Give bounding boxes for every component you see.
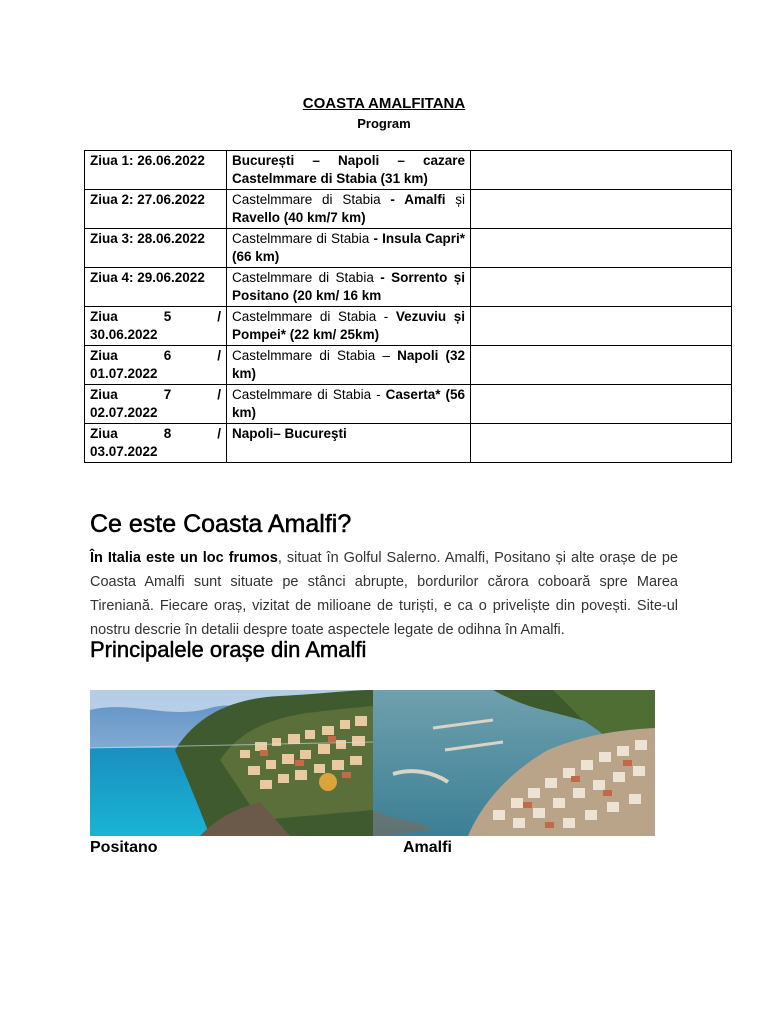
- program-route-part: București – Napoli – cazare Castelmmare di Stabia (31 km): [232, 153, 465, 186]
- positano-photo: [90, 690, 373, 836]
- program-day-date: 01.07.2022: [90, 366, 158, 381]
- program-row: [85, 229, 732, 268]
- program-day-word: Ziua: [90, 387, 118, 402]
- program-row: [85, 424, 732, 463]
- section-heading-coasta: Ce este Coasta Amalfi?: [90, 510, 352, 538]
- amalfi-photo: [373, 690, 655, 836]
- program-day-word: Ziua: [90, 309, 118, 324]
- document-title: COASTA AMALFITANA: [302, 95, 466, 112]
- program-row: [85, 385, 732, 424]
- program-row: [85, 346, 732, 385]
- program-day-word: Ziua: [90, 348, 118, 363]
- program-route-part: Castelmmare di Stabia: [232, 231, 374, 246]
- program-row: [85, 151, 732, 190]
- program-route-part: Ravello (40 km/7 km): [232, 210, 366, 225]
- program-day-slash: /: [217, 309, 221, 324]
- amalfi-caption: Amalfi: [403, 839, 452, 856]
- program-notes-cell: [471, 151, 732, 190]
- program-day-cell: [85, 151, 227, 190]
- paragraph-lead: În Italia este un loc frumos: [90, 550, 278, 566]
- program-notes-cell: [471, 346, 732, 385]
- program-route-part: - Sorrento și Positano (20 km/ 16 km: [232, 270, 465, 303]
- program-route-part: Castelmmare di Stabia -: [232, 387, 386, 402]
- program-day-slash: /: [217, 348, 221, 363]
- program-day-num: 6: [163, 348, 172, 363]
- program-route-cell: [227, 268, 471, 307]
- program-route-cell: [227, 385, 471, 424]
- program-notes-cell: [471, 424, 732, 463]
- program-route-cell: [227, 346, 471, 385]
- program-route-cell: [227, 151, 471, 190]
- program-route-part: Castelmmare di Stabia –: [232, 348, 398, 363]
- program-table: [84, 150, 732, 463]
- program-route-part: Vezuviu și Pompei* (22 km/ 25km): [232, 309, 466, 342]
- program-route-part: și: [445, 192, 466, 207]
- section-paragraph: [90, 546, 678, 642]
- program-day-date: 02.07.2022: [90, 405, 158, 420]
- program-route-cell: [227, 307, 471, 346]
- program-day-cell: [85, 346, 227, 385]
- program-day-cell: [85, 385, 227, 424]
- program-day-cell: [85, 424, 227, 463]
- program-route-cell: [227, 229, 471, 268]
- program-route-part: Castelmmare di Stabia: [232, 192, 391, 207]
- program-day-date: 03.07.2022: [90, 444, 158, 459]
- program-day-num: 8: [163, 426, 172, 441]
- paragraph-body: , situat în Golful Salerno. Amalfi, Positano și alte orașe de pe Coasta Amalfi sunt situate pe stânci abrupte, bordurilor cărora coboară spre Marea Tireniană. Fiecare oraș, vizitat de milioane de turiști, e ca o priveliște din povești. Site-ul nostru descrie în detalii despre toate aspectele legate de odihna în Amalfi.: [90, 550, 678, 638]
- program-day-cell: [85, 268, 227, 307]
- program-route-part: Castelmmare di Stabia -: [232, 309, 396, 324]
- program-row: [85, 190, 732, 229]
- program-route-part: Napoli (32 km): [232, 348, 465, 381]
- program-day-num: 7: [163, 387, 172, 402]
- program-notes-cell: [471, 229, 732, 268]
- program-notes-cell: [471, 385, 732, 424]
- program-route-part: Napoli– Bucureşti: [232, 426, 347, 441]
- program-day-word: Ziua: [90, 426, 118, 441]
- program-notes-cell: [471, 307, 732, 346]
- program-day-cell: [85, 229, 227, 268]
- program-notes-cell: [471, 268, 732, 307]
- program-day: Ziua 1: 26.06.2022: [90, 153, 205, 168]
- document-subtitle: Program: [357, 116, 411, 131]
- program-row: [85, 307, 732, 346]
- program-notes-cell: [471, 190, 732, 229]
- program-day-cell: [85, 190, 227, 229]
- program-route-part: Castelmmare di Stabia: [232, 270, 381, 285]
- section-heading-orase: Principalele orașe din Amalfi: [90, 637, 367, 662]
- program-route-cell: [227, 190, 471, 229]
- program-route-part: - Insula Capri* (66 km): [232, 231, 465, 264]
- program-route-part: - Amalfi: [390, 192, 446, 207]
- program-day-slash: /: [217, 426, 221, 441]
- program-route-cell: [227, 424, 471, 463]
- positano-caption: Positano: [90, 839, 158, 856]
- program-day-date: 30.06.2022: [90, 327, 158, 342]
- program-day: Ziua 3: 28.06.2022: [90, 231, 205, 246]
- program-day: Ziua 2: 27.06.2022: [90, 192, 205, 207]
- program-day-num: 5: [163, 309, 172, 324]
- program-day-cell: [85, 307, 227, 346]
- program-day: Ziua 4: 29.06.2022: [90, 270, 205, 285]
- program-day-slash: /: [217, 387, 221, 402]
- program-row: [85, 268, 732, 307]
- program-route-part: Caserta* (56 km): [232, 387, 465, 420]
